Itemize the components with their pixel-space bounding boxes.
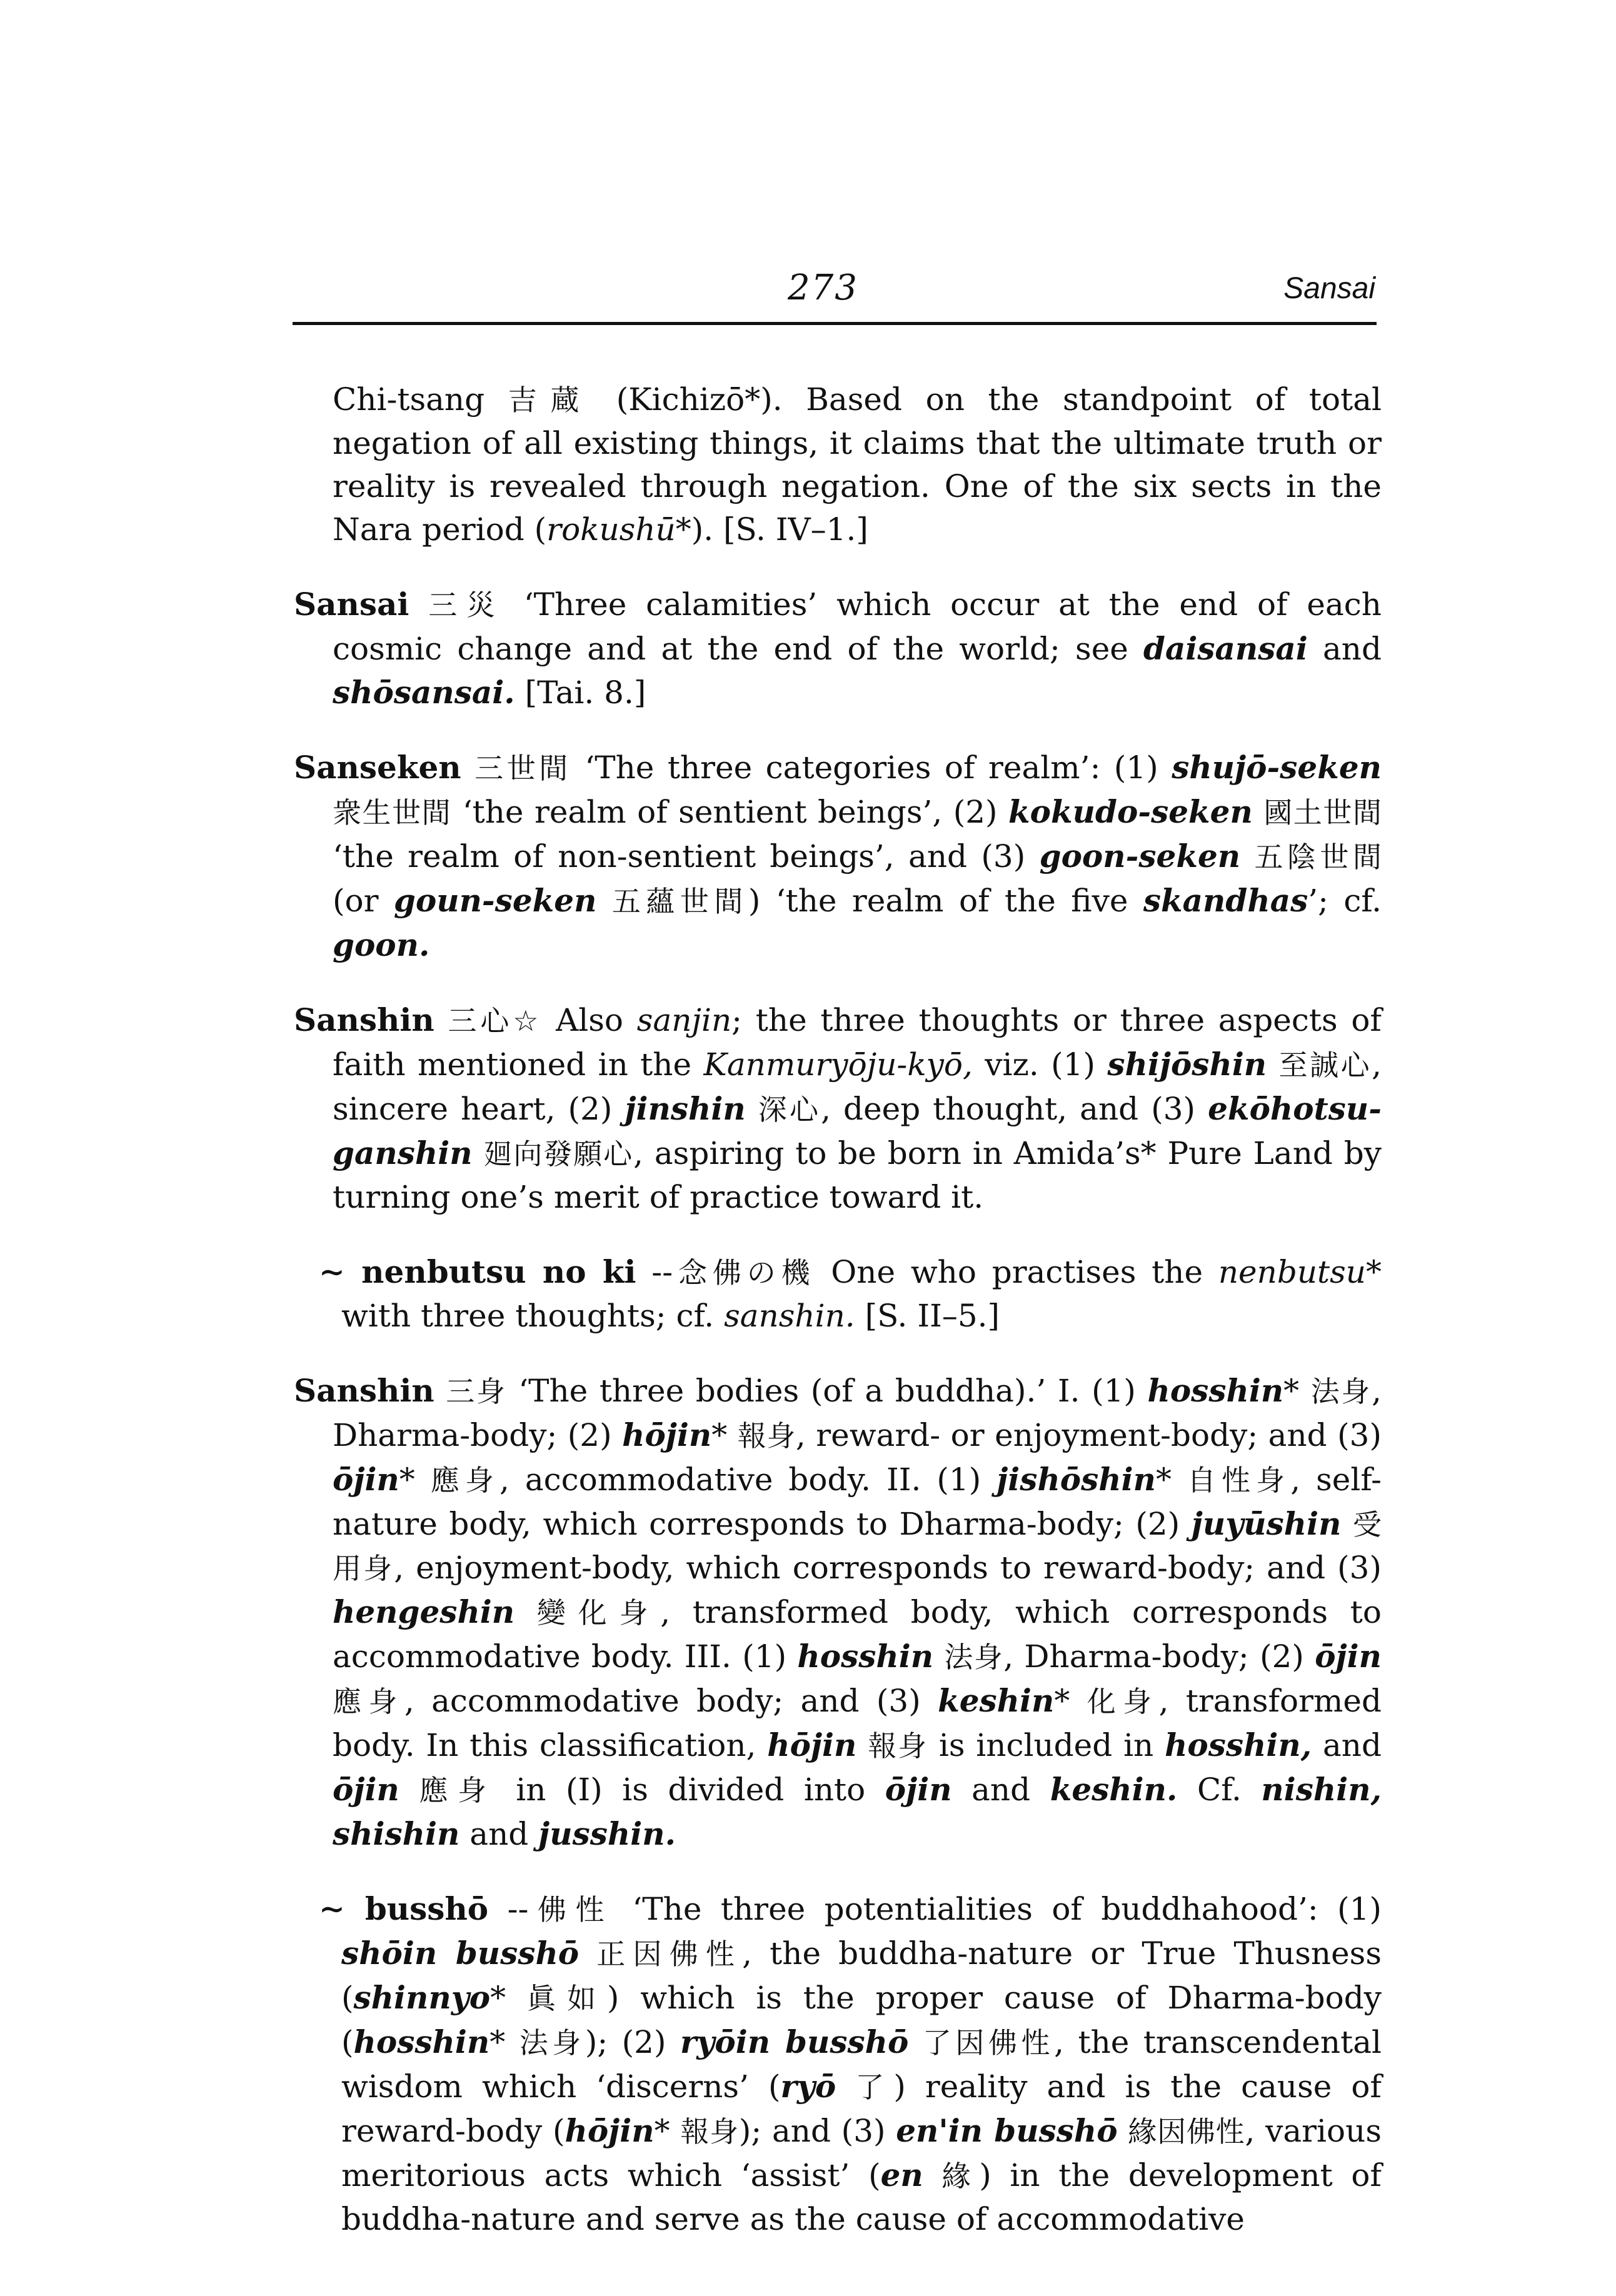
entry-sanseken — [294, 746, 1382, 967]
romanized-term: ōjin — [333, 1461, 399, 1498]
entry-text — [514, 1594, 537, 1630]
italic-term: sanshin. — [724, 1298, 855, 1334]
kanji-term: 廻向發願心 — [483, 1137, 634, 1171]
romanized-term: jusshin. — [538, 1815, 676, 1852]
italic-term: nenbutsu — [1218, 1254, 1367, 1290]
header-rule — [293, 322, 1377, 325]
entry-text: ); (2) — [585, 2024, 680, 2060]
entry-text: is included in — [928, 1727, 1165, 1763]
italic-term: Kanmuryōju-kyō, — [703, 1046, 973, 1083]
entry-text: * — [490, 1980, 527, 2016]
romanized-term: hosshin — [353, 2023, 490, 2060]
romanized-term: ōjin — [333, 1771, 399, 1808]
kanji-term: 五陰世間 — [1254, 840, 1382, 874]
romanized-term: hōjin — [767, 1727, 857, 1763]
entry-text — [1267, 1046, 1278, 1083]
headword: ∼ nenbutsu no ki — [319, 1253, 636, 1290]
subentry-nenbutsu-no-ki — [319, 1250, 1382, 1338]
entry-text: * — [654, 2113, 681, 2149]
kanji-term: 眞如 — [526, 1982, 607, 2015]
entry-text — [836, 2068, 855, 2105]
romanized-term: hosshin — [1147, 1372, 1284, 1409]
entry-text — [579, 1935, 596, 1972]
kanji-term: 了因佛性 — [922, 2026, 1055, 2060]
entry-text: * — [711, 1417, 738, 1453]
romanized-term: keshin. — [1050, 1771, 1178, 1808]
entry-text: -- — [488, 1891, 529, 1927]
kanji-term: 念佛の機 — [673, 1256, 816, 1290]
entry-text: [S. II–5.] — [855, 1298, 1000, 1334]
kanji-term: 法身 — [944, 1640, 1004, 1674]
romanized-term: skandhas — [1143, 882, 1308, 919]
entry-text: and — [951, 1772, 1050, 1808]
kanji-term: 三心☆ — [448, 1004, 543, 1038]
entry-text: , sincere heart, (2) — [333, 1046, 1382, 1127]
entry-text: ‘Three calamities’ which occur at the end of each cosmic change and at the end of the world; see — [333, 586, 1382, 667]
romanized-term: goon. — [333, 926, 430, 963]
entry-text — [1240, 838, 1254, 875]
headword: Sanshin — [294, 1372, 434, 1409]
romanized-term: daisansai — [1143, 630, 1308, 667]
romanized-term: hengeshin — [333, 1593, 515, 1630]
romanized-term: nishin, shishin — [333, 1771, 1382, 1852]
entry-text: ) in the development of buddha-nature and serve as the cause of accommodative — [341, 2157, 1382, 2237]
entry-text: * — [399, 1461, 431, 1498]
romanized-term: ōjin — [885, 1771, 952, 1808]
entry-text — [461, 749, 474, 786]
kanji-term: 報身 — [680, 2115, 739, 2148]
entry-text — [933, 1638, 944, 1675]
kanji-term: 三世間 — [474, 751, 571, 785]
kanji-term: 三災 — [428, 588, 504, 622]
kanji-term: 正因佛性 — [596, 1937, 743, 1971]
entry-text: , the buddha-nature or True Thusness ( — [341, 1935, 1382, 2016]
entry-text: viz. (1) — [972, 1046, 1108, 1083]
entry-text — [908, 2024, 922, 2060]
entry-text: * with three thoughts; cf. — [341, 1254, 1382, 1334]
entry-text — [434, 1002, 448, 1038]
entry-text: , the transcendental wisdom which ‘discerns’ ( — [341, 2024, 1382, 2105]
entry-text: , deep thought, and (3) — [821, 1091, 1208, 1127]
kanji-term: 佛性 — [528, 1893, 613, 1927]
entry-text: Chi-tsang — [333, 381, 508, 418]
headword: ∼ busshō — [319, 1890, 489, 1927]
kanji-term: 報身 — [868, 1729, 928, 1763]
entry-text — [473, 1135, 484, 1171]
romanized-term: ryōin busshō — [680, 2023, 909, 2060]
entry-text: , various meritorious acts which ‘assist’ ( — [341, 2113, 1382, 2193]
kanji-term: 深心 — [758, 1093, 821, 1126]
entry-text: and — [1312, 1727, 1382, 1763]
kanji-term: 國土世間 — [1263, 796, 1382, 830]
entry-text: ‘The three categories of realm’: (1) — [571, 749, 1172, 786]
entries — [294, 347, 1382, 2247]
kanji-term: 應身 — [333, 1685, 404, 1718]
entry-text: , accommodative body. II. (1) — [499, 1461, 997, 1498]
kanji-term: 三身 — [446, 1375, 507, 1408]
romanized-term: ekōhotsu-ganshin — [333, 1090, 1382, 1171]
entry-text: , accommodative body; and (3) — [404, 1683, 938, 1719]
romanized-term: ōjin — [1315, 1638, 1382, 1675]
romanized-term: en — [880, 2157, 923, 2193]
entry-text: in (I) is divided into — [496, 1772, 885, 1808]
entry-text: , Dharma-body; (2) — [333, 1373, 1382, 1453]
entry-sanshin-three-bodies — [294, 1369, 1382, 1856]
kanji-term: 法身 — [1310, 1375, 1372, 1408]
entry-text: , transformed body, which corresponds to accommodative body. III. (1) — [333, 1594, 1382, 1675]
kanji-term: 應身 — [419, 1773, 496, 1807]
entry-text: -- — [636, 1254, 673, 1290]
entry-text: ; the three thoughts or three aspects of faith mentioned in the — [333, 1002, 1382, 1083]
entry-text: , transformed body. In this classification, — [333, 1683, 1382, 1763]
entry-sanshin-three-thoughts — [294, 998, 1382, 1219]
italic-term: rokushū — [546, 511, 676, 548]
entry-text: (or — [333, 883, 394, 919]
romanized-term: shōsansai. — [333, 674, 515, 711]
romanized-term: en'in busshō — [896, 2112, 1118, 2149]
entry-text: * — [1283, 1373, 1311, 1409]
entry-continuation — [294, 378, 1382, 551]
entry-text: * — [1054, 1683, 1087, 1719]
kanji-term: 化身 — [1087, 1685, 1159, 1718]
entry-text: [Tai. 8.] — [514, 674, 646, 711]
kanji-term: 變化身 — [536, 1596, 661, 1630]
entry-text — [399, 1772, 419, 1808]
romanized-term: keshin — [938, 1682, 1055, 1719]
entry-text: , aspiring to be born in Amida’s* Pure Land by turning one’s merit of practice toward it. — [333, 1135, 1382, 1215]
kanji-term: 了 — [855, 2070, 894, 2104]
headword: Sansai — [294, 586, 409, 623]
romanized-term: hōjin — [565, 2112, 655, 2149]
entry-text: One who practises the — [815, 1254, 1218, 1290]
entry-text — [1118, 2113, 1128, 2149]
romanized-term: goon-seken — [1039, 838, 1241, 875]
entry-text — [1253, 794, 1263, 830]
entry-text: and — [1307, 631, 1382, 667]
entry-text: , reward- or enjoyment-body; and (3) — [795, 1417, 1382, 1453]
entry-text: ‘The three potentialities of buddhahood’: (1) — [613, 1891, 1382, 1927]
entry-text — [856, 1727, 868, 1763]
kanji-term: 至誠心 — [1278, 1048, 1372, 1082]
romanized-term: ryō — [780, 2068, 836, 2105]
entry-text: ‘The three bodies (of a buddha).’ I. (1) — [506, 1373, 1148, 1409]
subentry-bussho — [319, 1887, 1382, 2241]
romanized-term: hosshin, — [1165, 1727, 1312, 1763]
entry-text: Cf. — [1177, 1772, 1262, 1808]
italic-term: sanjin — [636, 1002, 732, 1038]
romanized-term: hosshin — [797, 1638, 934, 1675]
kanji-term: 緣因佛性 — [1128, 2115, 1245, 2148]
entry-text: , Dharma-body; (2) — [1003, 1638, 1315, 1675]
romanized-term: jinshin — [625, 1090, 746, 1127]
headword: Sanseken — [294, 749, 461, 786]
kanji-term: 受用身 — [333, 1508, 1382, 1585]
kanji-term: 衆生世間 — [333, 796, 452, 830]
entry-text — [596, 883, 611, 919]
kanji-term: 自性身 — [1187, 1463, 1291, 1497]
entry-text — [746, 1091, 758, 1127]
entry-text — [1341, 1506, 1353, 1542]
entry-text: *). [S. IV–1.] — [675, 511, 868, 548]
entry-text: ); and (3) — [738, 2113, 896, 2149]
romanized-term: shijōshin — [1107, 1046, 1267, 1083]
kanji-term: 緣 — [941, 2159, 980, 2193]
romanized-term: jishōshin — [996, 1461, 1156, 1498]
entry-text: * — [1156, 1461, 1187, 1498]
entry-text: , enjoyment-body, which corresponds to reward-body; and (3) — [394, 1550, 1382, 1586]
entry-text — [409, 586, 428, 623]
entry-text — [434, 1373, 446, 1409]
kanji-term: 應身 — [430, 1463, 499, 1497]
romanized-term: juyūshin — [1191, 1505, 1342, 1542]
kanji-term: 五蘊世間 — [611, 885, 748, 918]
romanized-term: hōjin — [622, 1416, 712, 1453]
entry-text: (Kichizō*). Based on the standpoint of total negation of all existing things, it claims that the ultimate truth or reality is revealed through negation. One of the six sects in the Nara period ( — [333, 381, 1382, 548]
entry-text: and — [459, 1816, 539, 1852]
entry-text: * — [489, 2024, 519, 2060]
romanized-term: shinnyo — [353, 1979, 491, 2016]
kanji-term: 報身 — [737, 1419, 796, 1453]
romanized-term: shōin busshō — [341, 1935, 580, 1972]
entry-text: ) which is the proper cause of Dharma-body ( — [341, 1980, 1382, 2060]
entry-text: , self-nature body, which corresponds to Dharma-body; (2) — [333, 1461, 1382, 1542]
entry-sansai — [294, 583, 1382, 714]
kanji-term: 法身 — [519, 2026, 585, 2060]
kanji-term: 吉蔵 — [508, 383, 593, 417]
entry-text: ’; cf. — [1308, 883, 1382, 919]
entry-text: ) ‘the realm of the five — [748, 883, 1143, 919]
page-header — [294, 263, 1375, 325]
entry-text: Also — [542, 1002, 637, 1038]
headword: Sanshin — [294, 1001, 434, 1038]
romanized-term: goun-seken — [393, 882, 597, 919]
entry-text — [923, 2157, 942, 2193]
running-head: Sansai — [1283, 272, 1375, 305]
page-number: 273 — [788, 268, 858, 308]
entry-text: ) reality and is the cause of reward-body ( — [341, 2068, 1382, 2149]
entry-text: ‘the realm of sentient beings’, (2) — [451, 794, 1009, 830]
romanized-term: kokudo-seken — [1008, 793, 1253, 830]
entry-text: ‘the realm of non-sentient beings’, and (3) — [333, 838, 1040, 875]
romanized-term: shujō-seken — [1172, 749, 1382, 786]
